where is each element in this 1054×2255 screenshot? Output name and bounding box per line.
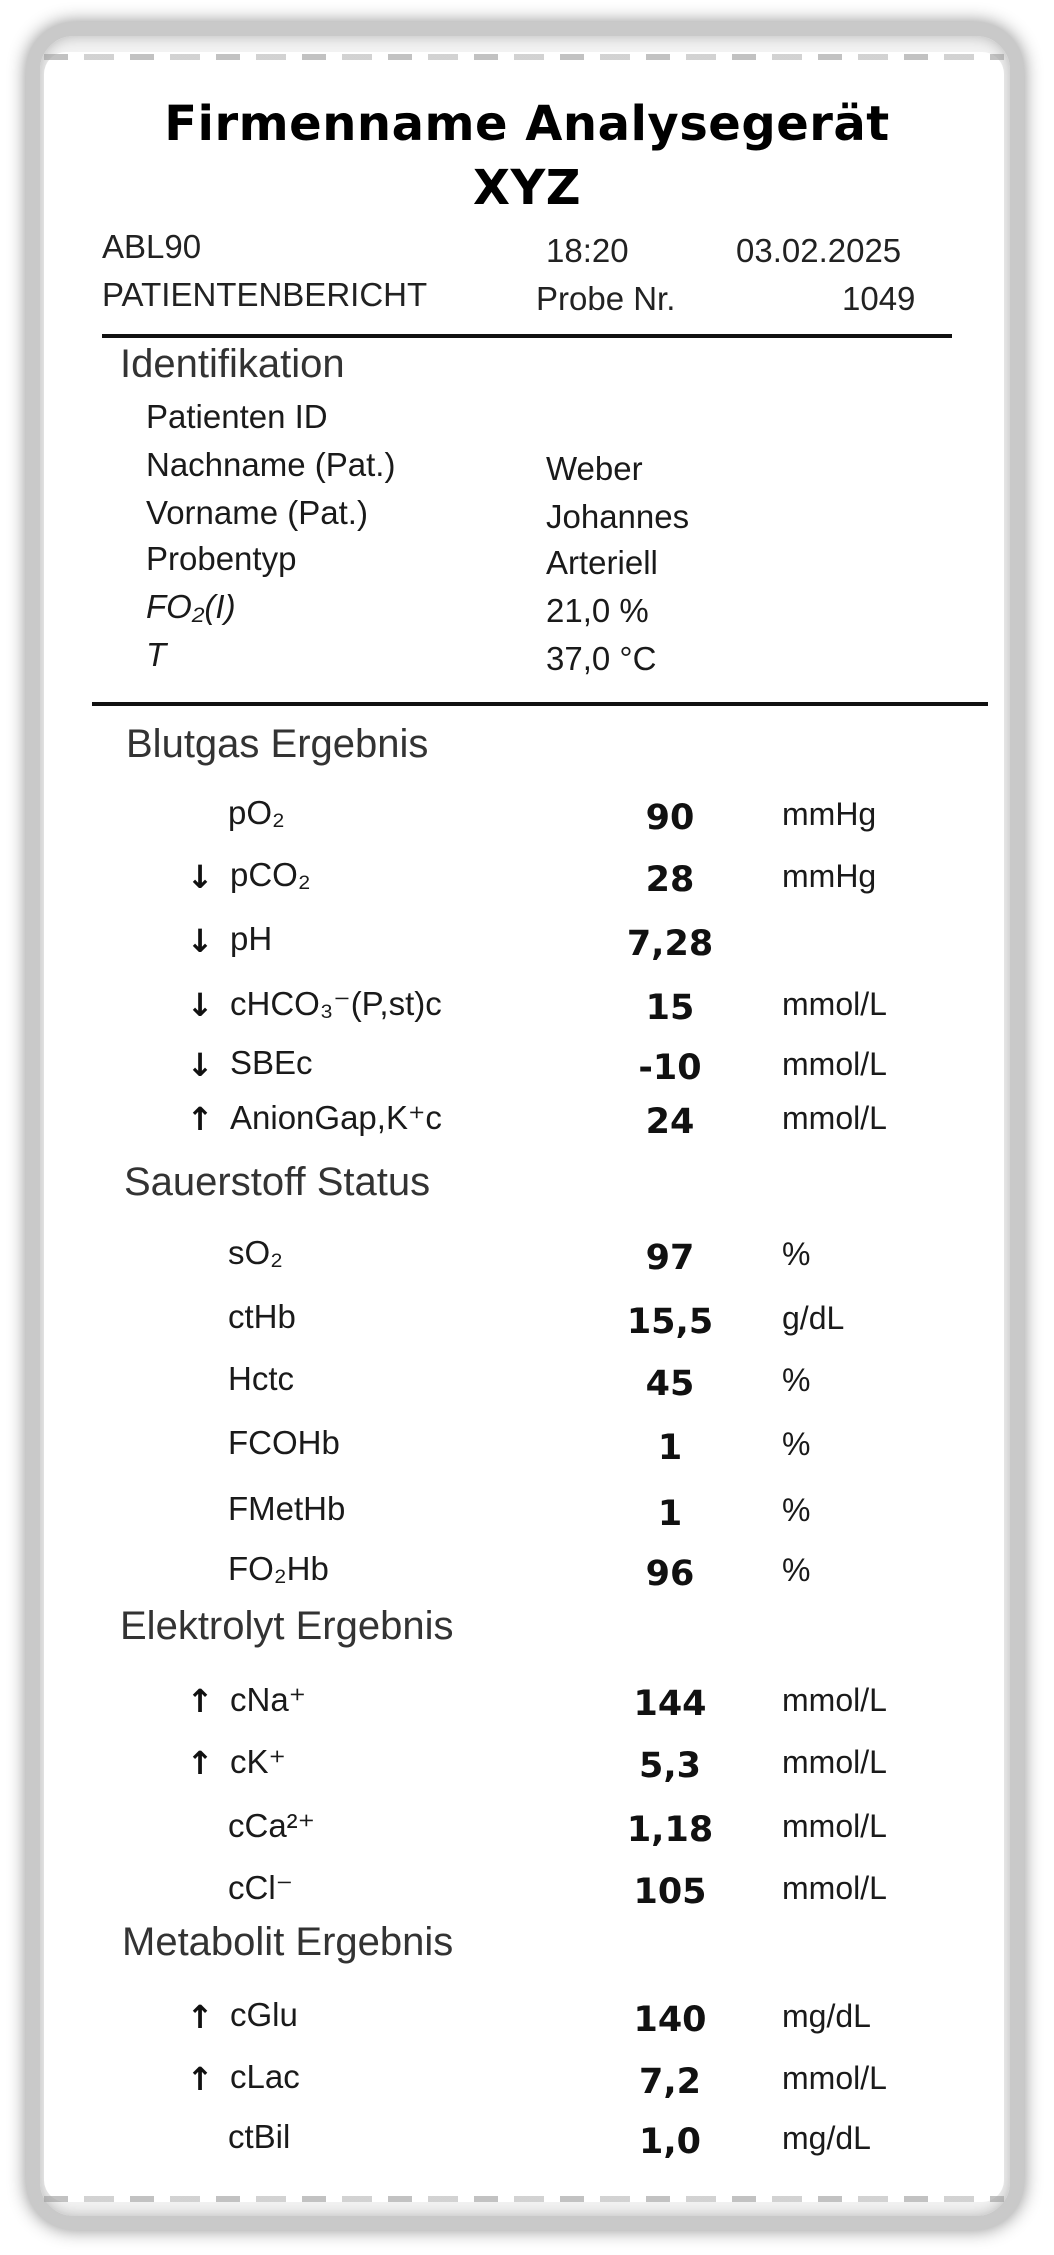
- parameter-unit: %: [782, 1236, 811, 1272]
- parameter-value: -10: [638, 1048, 702, 1088]
- section-title-metabolit: Metabolit Ergebnis: [122, 1920, 454, 1964]
- arrow-down-icon: ↓: [186, 986, 214, 1024]
- parameter-name: cK⁺: [230, 1743, 286, 1780]
- parameter-name: SBEc: [230, 1044, 313, 1081]
- arrow-down-icon: ↓: [186, 1046, 214, 1084]
- parameter-name: FO₂Hb: [228, 1550, 329, 1587]
- parameter-name: cNa⁺: [230, 1681, 307, 1718]
- parameter-value: 1: [657, 1494, 683, 1534]
- parameter-unit: mmol/L: [782, 1046, 887, 1082]
- identifikation-label: FO₂(I): [146, 588, 236, 625]
- arrow-up-icon: ↑: [186, 2060, 214, 2098]
- parameter-name: cLac: [230, 2058, 300, 2095]
- parameter-value: 5,3: [638, 1746, 701, 1786]
- parameter-name: pO₂: [228, 794, 285, 831]
- parameter-value: 15,5: [626, 1302, 714, 1342]
- parameter-value: 144: [633, 1684, 707, 1724]
- parameter-name: cHCO₃⁻(P,st)c: [230, 985, 442, 1022]
- arrow-up-icon: ↑: [186, 1998, 214, 2036]
- identifikation-value: Weber: [546, 450, 643, 487]
- parameter-name: cGlu: [230, 1996, 298, 2033]
- identifikation-label: Probentyp: [146, 540, 297, 577]
- torn-edge-bottom: [44, 2196, 1004, 2202]
- parameter-unit: mmol/L: [782, 1100, 887, 1136]
- identifikation-label: Vorname (Pat.): [146, 494, 368, 531]
- parameter-unit: %: [782, 1492, 811, 1528]
- parameter-unit: mmol/L: [782, 1870, 887, 1906]
- parameter-unit: mg/dL: [782, 2120, 871, 2156]
- parameter-value: 28: [645, 860, 695, 900]
- arrow-down-icon: ↓: [186, 858, 214, 896]
- parameter-name: FMetHb: [228, 1490, 346, 1527]
- parameter-unit: %: [782, 1362, 811, 1398]
- parameter-value: 96: [645, 1554, 695, 1594]
- parameter-unit: mmol/L: [782, 1808, 887, 1844]
- parameter-value: 1,0: [638, 2122, 701, 2162]
- device-name: ABL90: [102, 228, 202, 265]
- parameter-unit: mmHg: [782, 858, 877, 894]
- parameter-name: Hctc: [228, 1360, 294, 1397]
- parameter-value: 97: [645, 1238, 695, 1278]
- parameter-name: AnionGap,K⁺c: [230, 1099, 442, 1136]
- parameter-unit: mg/dL: [782, 1998, 871, 2034]
- identifikation-label: Nachname (Pat.): [146, 446, 396, 483]
- parameter-unit: %: [782, 1426, 811, 1462]
- parameter-unit: mmol/L: [782, 2060, 887, 2096]
- identifikation-value: Arteriell: [546, 544, 658, 581]
- identifikation-value: Johannes: [546, 498, 690, 535]
- sample-number-label: Probe Nr.: [536, 280, 676, 317]
- parameter-unit: mmHg: [782, 796, 877, 832]
- parameter-value: 7,28: [626, 924, 714, 964]
- parameter-name: ctHb: [228, 1298, 296, 1335]
- arrow-down-icon: ↓: [186, 922, 214, 960]
- parameter-name: ctBil: [228, 2118, 291, 2155]
- header-divider: [102, 334, 952, 338]
- parameter-value: 15: [645, 988, 695, 1028]
- parameter-value: 1,18: [626, 1810, 714, 1850]
- parameter-value: 7,2: [638, 2062, 701, 2102]
- parameter-value: 90: [645, 798, 695, 838]
- parameter-unit: g/dL: [782, 1300, 845, 1336]
- sample-number: 1049: [842, 280, 916, 317]
- parameter-unit: mmol/L: [782, 986, 887, 1022]
- arrow-up-icon: ↑: [186, 1682, 214, 1720]
- section-title-blutgas: Blutgas Ergebnis: [126, 722, 429, 766]
- company-title-line1: Firmenname Analysegerät: [164, 96, 890, 152]
- identifikation-value: 37,0 °C: [546, 640, 657, 677]
- identifikation-label: Patienten ID: [146, 398, 328, 435]
- report-date: 03.02.2025: [736, 232, 902, 269]
- section-title-elektrolyt: Elektrolyt Ergebnis: [120, 1604, 454, 1648]
- parameter-unit: mmol/L: [782, 1744, 887, 1780]
- parameter-name: cCa²⁺: [228, 1807, 316, 1844]
- identifikation-value: 21,0 %: [546, 592, 649, 629]
- arrow-up-icon: ↑: [186, 1100, 214, 1138]
- parameter-value: 45: [645, 1364, 695, 1404]
- report-time: 18:20: [546, 232, 629, 269]
- section-title-sauerstoff: Sauerstoff Status: [124, 1160, 431, 1204]
- torn-edge-top: [44, 54, 1004, 60]
- arrow-up-icon: ↑: [186, 1744, 214, 1782]
- section-title-identifikation: Identifikation: [120, 342, 345, 386]
- parameter-value: 140: [633, 2000, 707, 2040]
- identifikation-divider: [92, 702, 988, 706]
- parameter-value: 105: [633, 1872, 707, 1912]
- identifikation-label: T: [146, 636, 167, 673]
- parameter-name: pH: [230, 920, 273, 957]
- parameter-unit: mmol/L: [782, 1682, 887, 1718]
- report-type: PATIENTENBERICHT: [102, 276, 428, 313]
- parameter-name: cCl⁻: [228, 1869, 294, 1906]
- company-title-line2: XYZ: [472, 160, 582, 216]
- parameter-name: sO₂: [228, 1234, 283, 1271]
- parameter-unit: %: [782, 1552, 811, 1588]
- parameter-value: 1: [657, 1428, 683, 1468]
- parameter-value: 24: [645, 1102, 695, 1142]
- parameter-name: pCO₂: [230, 856, 311, 893]
- parameter-name: FCOHb: [228, 1424, 340, 1461]
